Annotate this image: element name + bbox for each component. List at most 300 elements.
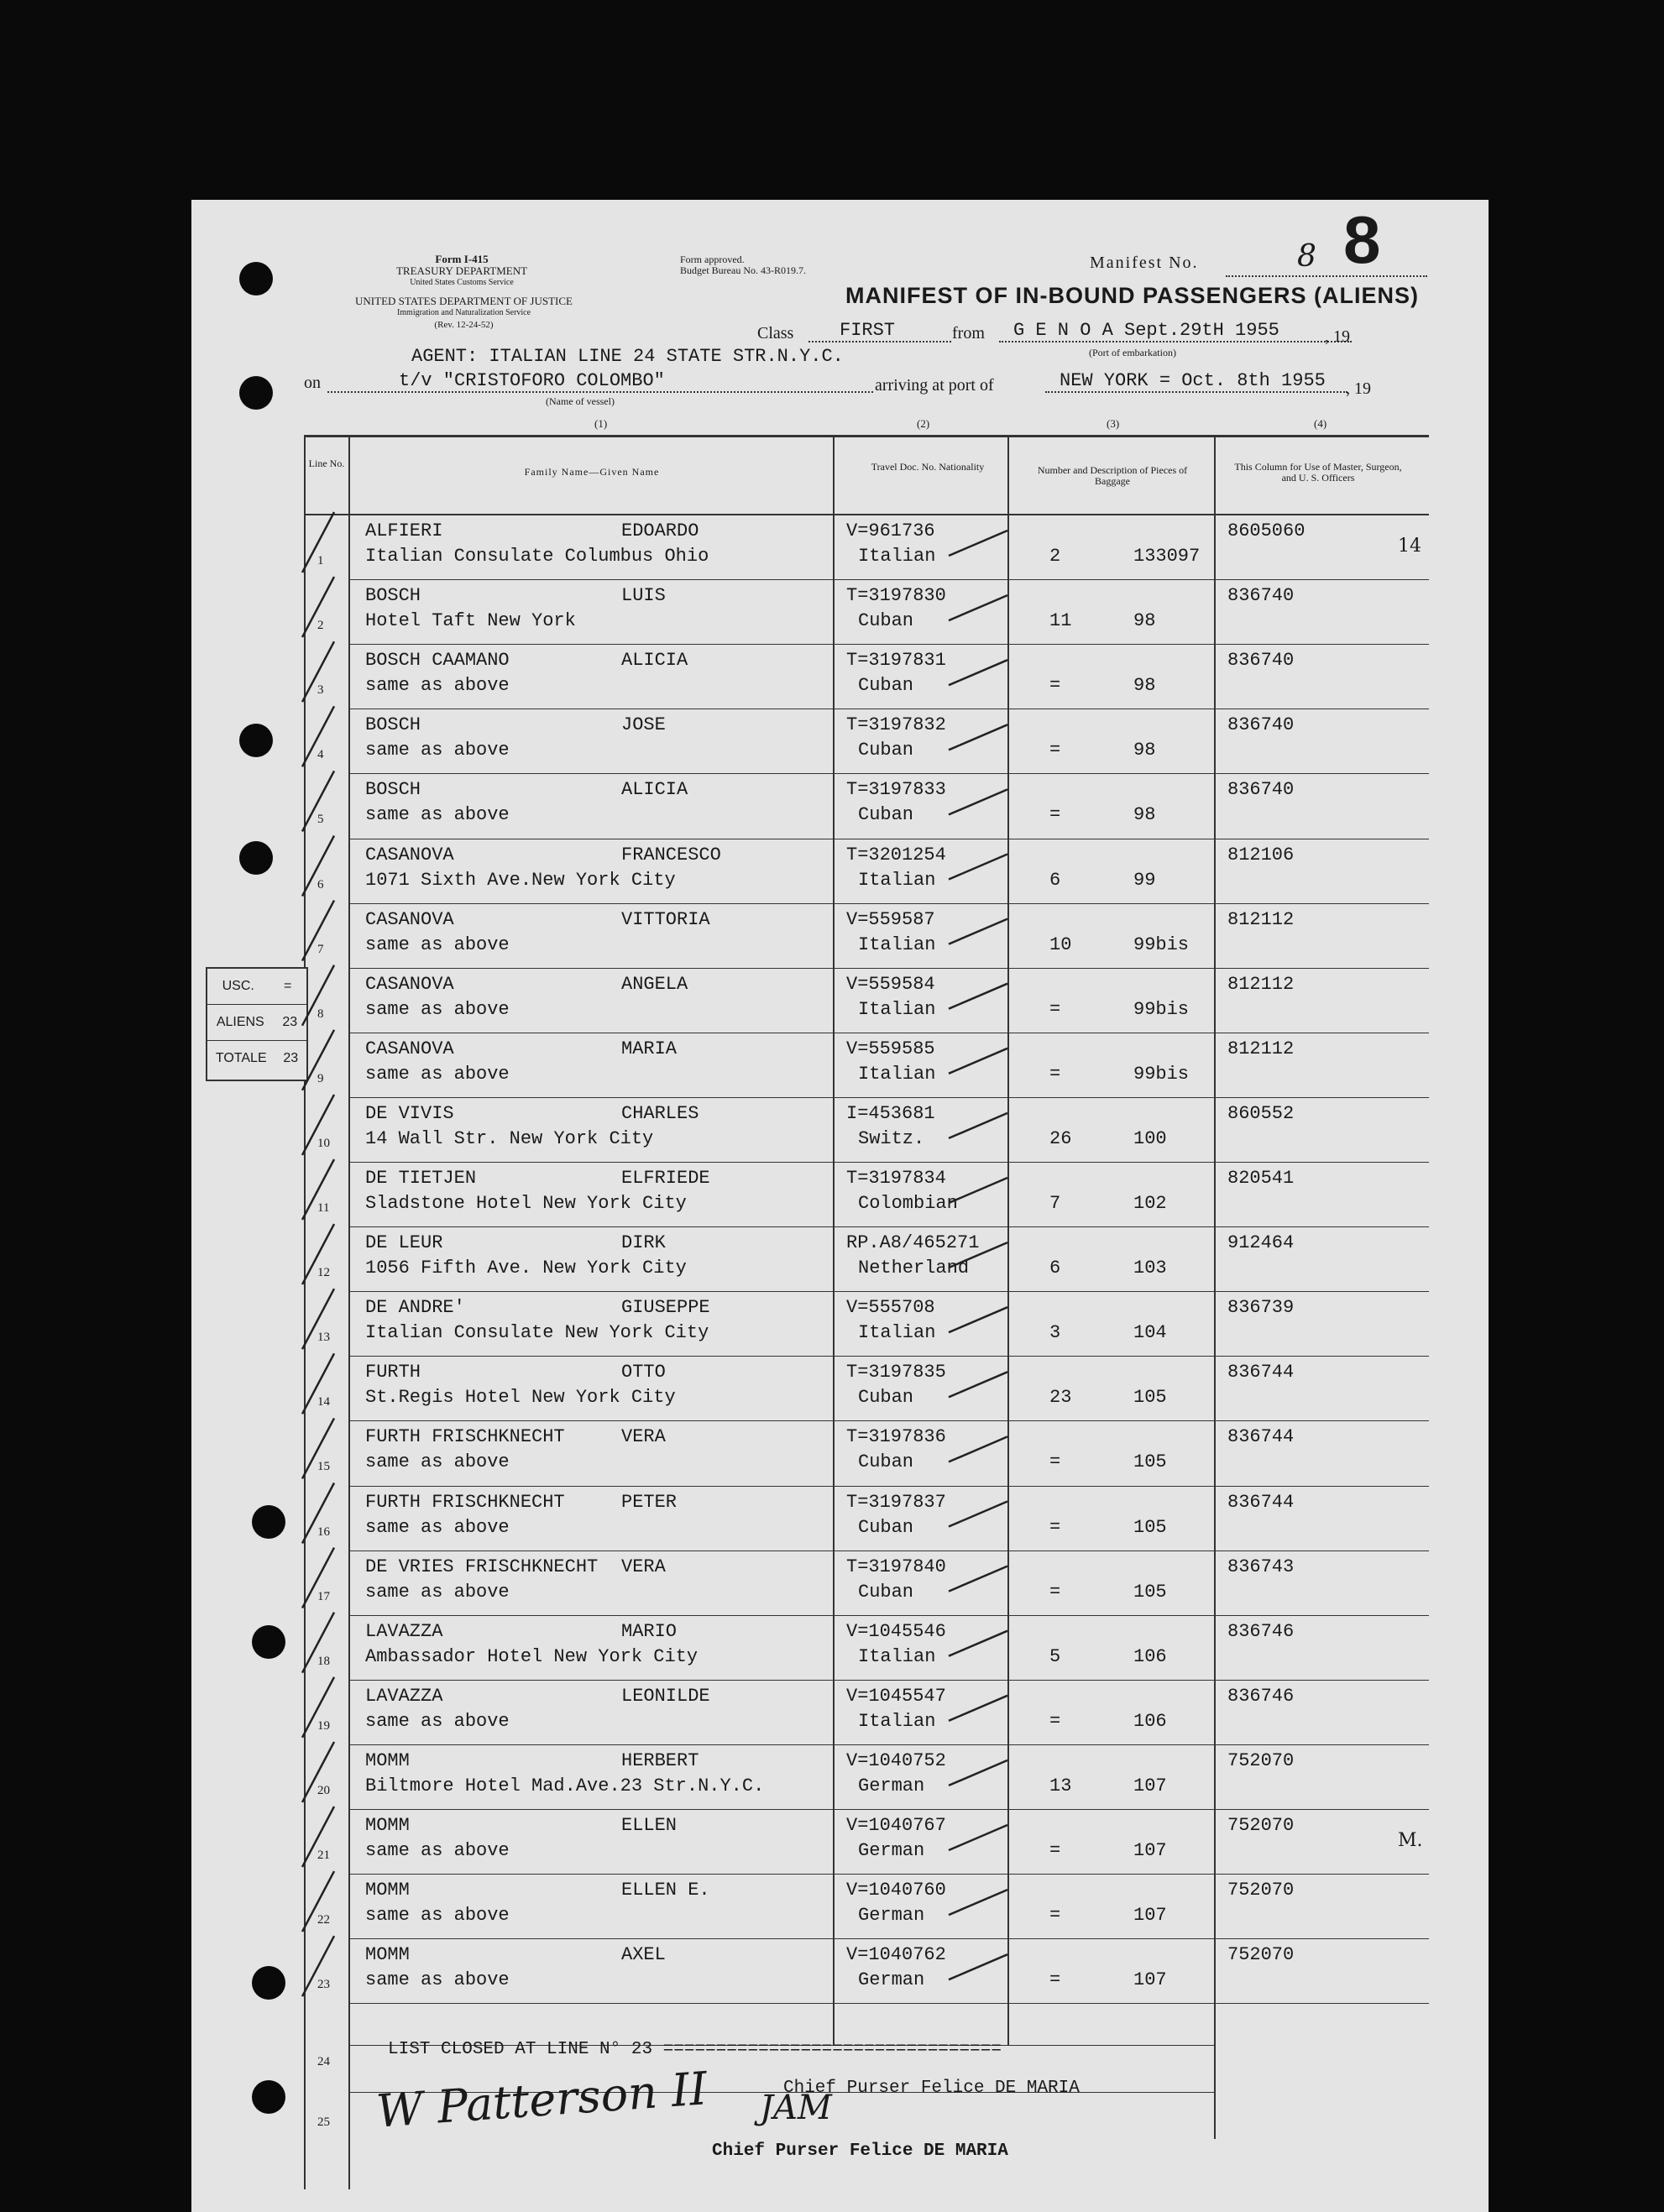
line-number: 9 bbox=[317, 1071, 324, 1085]
family-name: MOMM bbox=[365, 1880, 410, 1901]
given-name: GIUSEPPE bbox=[621, 1297, 710, 1319]
line-number: 19 bbox=[317, 1718, 330, 1733]
baggage-pieces: 6 bbox=[1049, 869, 1061, 891]
baggage-pieces: 3 bbox=[1049, 1322, 1061, 1344]
purser-signature: W Patterson II bbox=[374, 2062, 709, 2138]
given-name: ELFRIEDE bbox=[621, 1168, 710, 1189]
family-name: DE ANDRE' bbox=[365, 1297, 465, 1319]
officer-code: 912464 bbox=[1227, 1232, 1295, 1254]
nationality: Cuban bbox=[858, 675, 914, 697]
form-approved: Form approved. bbox=[680, 254, 745, 265]
doc-check-mark bbox=[949, 1436, 1007, 1462]
from-value: G E N O A Sept.29tH 1955 bbox=[1013, 320, 1279, 341]
address: 1071 Sixth Ave.New York City bbox=[365, 869, 676, 891]
line-check-mark bbox=[302, 1353, 334, 1414]
address: same as above bbox=[365, 1710, 510, 1732]
address: same as above bbox=[365, 1969, 510, 1991]
officer-code: 752070 bbox=[1227, 1880, 1295, 1901]
nationality: Netherland bbox=[858, 1258, 970, 1279]
officer-code: 752070 bbox=[1227, 1944, 1295, 1966]
travel-doc-no: T=3197830 bbox=[846, 585, 946, 607]
officer-code: 836746 bbox=[1227, 1620, 1295, 1642]
officer-code: 812112 bbox=[1227, 1038, 1295, 1059]
col-num-4: (4) bbox=[1314, 417, 1327, 430]
family-name: BOSCH bbox=[365, 714, 421, 736]
address: same as above bbox=[365, 1516, 510, 1538]
list-closed-line: LIST CLOSED AT LINE N° 23 ================================ bbox=[388, 2040, 1002, 2059]
line-check-mark bbox=[302, 1936, 334, 1996]
family-name: BOSCH bbox=[365, 585, 421, 607]
signature-initials: JAM bbox=[760, 2089, 832, 2127]
address: same as above bbox=[365, 1905, 510, 1927]
travel-doc-no: I=453681 bbox=[846, 1102, 935, 1124]
travel-doc-no: T=3197835 bbox=[846, 1362, 946, 1383]
class-value: FIRST bbox=[840, 320, 896, 341]
line-check-mark bbox=[302, 1030, 334, 1090]
nationality: Switz. bbox=[858, 1127, 925, 1149]
given-name: ELLEN bbox=[621, 1815, 678, 1836]
col-num-1: (1) bbox=[594, 417, 608, 430]
family-name: CASANOVA bbox=[365, 973, 454, 995]
officer-code: 836740 bbox=[1227, 650, 1295, 672]
given-name: LEONILDE bbox=[621, 1685, 710, 1707]
baggage-pieces: = bbox=[1049, 740, 1061, 761]
col-num-3: (3) bbox=[1107, 417, 1120, 430]
family-name: BOSCH CAAMANO bbox=[365, 650, 510, 672]
col-header-line-no: Line No. bbox=[308, 458, 345, 469]
officer-code: 836744 bbox=[1227, 1491, 1295, 1513]
baggage-number: 104 bbox=[1133, 1322, 1167, 1344]
totale-label: TOTALE bbox=[215, 1051, 267, 1065]
given-name: CHARLES bbox=[621, 1102, 699, 1124]
usc-label: USC. bbox=[222, 979, 254, 993]
given-name: VERA bbox=[621, 1556, 666, 1577]
baggage-pieces: 5 bbox=[1049, 1645, 1061, 1667]
col-header-travel-doc: Travel Doc. No. Nationality bbox=[871, 461, 985, 473]
doc-check-mark bbox=[949, 1566, 1007, 1592]
family-name: DE TIETJEN bbox=[365, 1168, 477, 1189]
line-check-mark bbox=[302, 1807, 334, 1867]
family-name: DE LEUR bbox=[365, 1232, 443, 1254]
line-number: 14 bbox=[317, 1395, 330, 1409]
line-check-mark bbox=[302, 1095, 334, 1155]
given-name: DIRK bbox=[621, 1232, 666, 1254]
annotation: 14 bbox=[1398, 536, 1421, 557]
family-name: MOMM bbox=[365, 1749, 410, 1771]
year-1: , 19 bbox=[1325, 327, 1350, 346]
doc-check-mark bbox=[949, 1113, 1007, 1138]
baggage-number: 105 bbox=[1133, 1387, 1167, 1409]
baggage-number: 105 bbox=[1133, 1516, 1167, 1538]
address: same as above bbox=[365, 1063, 510, 1085]
officer-code: 836740 bbox=[1227, 779, 1295, 801]
doc-check-mark bbox=[949, 919, 1007, 944]
given-name: ELLEN E. bbox=[621, 1880, 710, 1901]
baggage-number: 106 bbox=[1133, 1645, 1167, 1667]
travel-doc-no: V=1040762 bbox=[846, 1944, 946, 1966]
baggage-number: 107 bbox=[1133, 1840, 1167, 1861]
travel-doc-no: T=3201254 bbox=[846, 844, 946, 865]
officer-code: 836743 bbox=[1227, 1556, 1295, 1577]
baggage-number: 99 bbox=[1133, 869, 1156, 891]
baggage-number: 98 bbox=[1133, 610, 1156, 632]
baggage-number: 99bis bbox=[1133, 998, 1190, 1020]
line-number: 10 bbox=[317, 1136, 330, 1150]
doc-check-mark bbox=[949, 855, 1007, 880]
officer-code: 812112 bbox=[1227, 973, 1295, 995]
baggage-number: 99bis bbox=[1133, 1063, 1190, 1085]
col-header-baggage: Number and Description of Pieces of Baggage bbox=[1037, 464, 1188, 487]
nationality: Cuban bbox=[858, 610, 914, 632]
nationality: Cuban bbox=[858, 1581, 914, 1603]
purser-bottom: Chief Purser Felice DE MARIA bbox=[712, 2141, 1008, 2161]
line-check-mark bbox=[302, 1289, 334, 1349]
nationality: Italian bbox=[858, 546, 936, 567]
baggage-number: 106 bbox=[1133, 1710, 1167, 1732]
line-check-mark bbox=[302, 1677, 334, 1738]
doc-check-mark bbox=[949, 789, 1007, 814]
line-number: 11 bbox=[317, 1201, 330, 1215]
travel-doc-no: T=3197831 bbox=[846, 650, 946, 672]
doc-check-mark bbox=[949, 1825, 1007, 1850]
baggage-pieces: 11 bbox=[1049, 610, 1072, 632]
travel-doc-no: V=1045547 bbox=[846, 1685, 946, 1707]
doc-check-mark bbox=[949, 1696, 1007, 1721]
address: Sladstone Hotel New York City bbox=[365, 1193, 687, 1214]
col-header-family: Family Name—Given Name bbox=[524, 466, 660, 478]
arriving-label: arriving at port of bbox=[875, 376, 994, 395]
address: same as above bbox=[365, 1581, 510, 1603]
nationality: Italian bbox=[858, 1322, 936, 1344]
given-name: MARIA bbox=[621, 1038, 678, 1059]
baggage-pieces: = bbox=[1049, 1840, 1061, 1861]
baggage-number: 133097 bbox=[1133, 546, 1201, 567]
given-name: JOSE bbox=[621, 714, 666, 736]
line-number: 20 bbox=[317, 1783, 330, 1797]
travel-doc-no: V=1045546 bbox=[846, 1620, 946, 1642]
nationality: German bbox=[858, 1840, 925, 1861]
line-check-mark bbox=[302, 1871, 334, 1932]
doc-check-mark bbox=[949, 1760, 1007, 1786]
travel-doc-no: V=559587 bbox=[846, 908, 935, 930]
baggage-pieces: 10 bbox=[1049, 933, 1072, 955]
officer-code: 8605060 bbox=[1227, 520, 1306, 541]
officer-code: 836744 bbox=[1227, 1426, 1295, 1448]
baggage-pieces: 2 bbox=[1049, 546, 1061, 567]
line-check-mark bbox=[302, 1159, 334, 1220]
officer-code: 836746 bbox=[1227, 1685, 1295, 1707]
baggage-number: 100 bbox=[1133, 1127, 1167, 1149]
from-label: from bbox=[952, 324, 985, 343]
aliens-value: 23 bbox=[282, 1015, 298, 1029]
baggage-pieces: 7 bbox=[1049, 1193, 1061, 1214]
line-number: 21 bbox=[317, 1849, 330, 1862]
officer-code: 836739 bbox=[1227, 1297, 1295, 1319]
baggage-number: 98 bbox=[1133, 675, 1156, 697]
doc-check-mark bbox=[949, 1954, 1007, 1979]
baggage-pieces: = bbox=[1049, 1581, 1061, 1603]
baggage-pieces: = bbox=[1049, 1969, 1061, 1991]
treasury-dept: TREASURY DEPARTMENT bbox=[395, 264, 528, 277]
vessel-caption: (Name of vessel) bbox=[546, 395, 615, 407]
travel-doc-no: T=3197833 bbox=[846, 779, 946, 801]
address: Biltmore Hotel Mad.Ave.23 Str.N.Y.C. bbox=[365, 1775, 765, 1796]
agent-line: AGENT: ITALIAN LINE 24 STATE STR.N.Y.C. bbox=[411, 346, 844, 367]
travel-doc-no: V=559585 bbox=[846, 1038, 935, 1059]
manifest-title: MANIFEST OF IN-BOUND PASSENGERS (ALIENS) bbox=[845, 283, 1420, 308]
given-name: LUIS bbox=[621, 585, 666, 607]
class-label: Class bbox=[757, 324, 794, 343]
annotation: M. bbox=[1398, 1830, 1423, 1851]
address: same as above bbox=[365, 998, 510, 1020]
address: Hotel Taft New York bbox=[365, 610, 576, 632]
doc-check-mark bbox=[949, 984, 1007, 1009]
doc-check-mark bbox=[949, 531, 1007, 556]
baggage-pieces: = bbox=[1049, 675, 1061, 697]
baggage-pieces: = bbox=[1049, 1710, 1061, 1732]
arriving-value: NEW YORK = Oct. 8th 1955 bbox=[1060, 370, 1326, 391]
officer-code: 836740 bbox=[1227, 585, 1295, 607]
doc-check-mark bbox=[949, 1502, 1007, 1527]
doc-check-mark bbox=[949, 1631, 1007, 1656]
nationality: Cuban bbox=[858, 804, 914, 826]
baggage-pieces: = bbox=[1049, 1451, 1061, 1473]
manifest-no-large: 8 bbox=[1343, 202, 1381, 277]
baggage-pieces: = bbox=[1049, 998, 1061, 1020]
port-embark-caption: (Port of embarkation) bbox=[1089, 347, 1176, 358]
nationality: Italian bbox=[858, 1645, 936, 1667]
travel-doc-no: T=3197840 bbox=[846, 1556, 946, 1577]
given-name: VITTORIA bbox=[621, 908, 710, 930]
travel-doc-no: RP.A8/465271 bbox=[846, 1232, 980, 1254]
officer-code: 752070 bbox=[1227, 1749, 1295, 1771]
nationality: German bbox=[858, 1905, 925, 1927]
given-name: ANGELA bbox=[621, 973, 688, 995]
line-check-mark bbox=[302, 901, 334, 961]
nationality: Italian bbox=[858, 933, 936, 955]
address: same as above bbox=[365, 933, 510, 955]
address: Italian Consulate New York City bbox=[365, 1322, 709, 1344]
vessel-name: t/v "CRISTOFORO COLOMBO" bbox=[399, 370, 665, 391]
travel-doc-no: V=1040752 bbox=[846, 1749, 946, 1771]
manifest-no-label: Manifest No. bbox=[1090, 254, 1199, 272]
family-name: CASANOVA bbox=[365, 844, 454, 865]
line-number: 3 bbox=[317, 683, 324, 698]
line-number: 23 bbox=[317, 1978, 330, 1992]
purser-typed: Chief Purser Felice DE MARIA bbox=[783, 2079, 1080, 2098]
doc-check-mark bbox=[949, 595, 1007, 620]
baggage-pieces: 26 bbox=[1049, 1127, 1072, 1149]
manifest-no-handwritten: 8 bbox=[1297, 239, 1316, 274]
officer-code: 820541 bbox=[1227, 1168, 1295, 1189]
family-name: CASANOVA bbox=[365, 1038, 454, 1059]
given-name: FRANCESCO bbox=[621, 844, 721, 865]
address: same as above bbox=[365, 1451, 510, 1473]
address: same as above bbox=[365, 740, 510, 761]
address: same as above bbox=[365, 675, 510, 697]
line-check-mark bbox=[302, 1548, 334, 1608]
given-name: AXEL bbox=[621, 1944, 666, 1966]
given-name: HERBERT bbox=[621, 1749, 699, 1771]
officer-code: 752070 bbox=[1227, 1815, 1295, 1836]
address: Italian Consulate Columbus Ohio bbox=[365, 546, 709, 567]
family-name: LAVAZZA bbox=[365, 1620, 443, 1642]
aliens-label: ALIENS bbox=[216, 1015, 264, 1029]
address: same as above bbox=[365, 804, 510, 826]
travel-doc-no: T=3197837 bbox=[846, 1491, 946, 1513]
given-name: MARIO bbox=[621, 1620, 678, 1642]
family-name: FURTH FRISCHKNECHT bbox=[365, 1491, 565, 1513]
nationality: German bbox=[858, 1969, 925, 1991]
family-name: FURTH FRISCHKNECHT bbox=[365, 1426, 565, 1448]
doc-check-mark bbox=[949, 724, 1007, 750]
line-check-mark bbox=[302, 1613, 334, 1673]
on-label: on bbox=[304, 374, 321, 392]
baggage-number: 103 bbox=[1133, 1258, 1167, 1279]
travel-doc-no: T=3197834 bbox=[846, 1168, 946, 1189]
baggage-number: 105 bbox=[1133, 1581, 1167, 1603]
justice-dept: UNITED STATES DEPARTMENT OF JUSTICE bbox=[355, 295, 573, 307]
doc-check-mark bbox=[949, 1890, 1007, 1915]
doc-check-mark bbox=[949, 1307, 1007, 1332]
nationality: Italian bbox=[858, 1710, 936, 1732]
nationality: Italian bbox=[858, 869, 936, 891]
travel-doc-no: T=3197832 bbox=[846, 714, 946, 736]
baggage-pieces: = bbox=[1049, 1063, 1061, 1085]
line-number-25: 25 bbox=[317, 2115, 330, 2129]
col-num-2: (2) bbox=[917, 417, 930, 430]
doc-check-mark bbox=[949, 1242, 1007, 1268]
baggage-number: 105 bbox=[1133, 1451, 1167, 1473]
line-number: 13 bbox=[317, 1331, 330, 1345]
line-check-mark bbox=[302, 706, 334, 766]
line-check-mark bbox=[302, 965, 334, 1026]
baggage-number: 107 bbox=[1133, 1969, 1167, 1991]
travel-doc-no: T=3197836 bbox=[846, 1426, 946, 1448]
address: Ambassador Hotel New York City bbox=[365, 1645, 699, 1667]
nationality: Cuban bbox=[858, 1451, 914, 1473]
given-name: ALICIA bbox=[621, 779, 688, 801]
line-check-mark bbox=[302, 577, 334, 637]
nationality: Italian bbox=[858, 998, 936, 1020]
address: same as above bbox=[365, 1840, 510, 1861]
given-name: EDOARDO bbox=[621, 520, 699, 541]
travel-doc-no: V=555708 bbox=[846, 1297, 935, 1319]
baggage-number: 107 bbox=[1133, 1775, 1167, 1796]
line-check-mark bbox=[302, 641, 334, 702]
baggage-number: 98 bbox=[1133, 740, 1156, 761]
line-check-mark bbox=[302, 836, 334, 897]
doc-check-mark bbox=[949, 1178, 1007, 1203]
year-2: , 19 bbox=[1346, 379, 1371, 398]
given-name: ALICIA bbox=[621, 650, 688, 672]
doc-check-mark bbox=[949, 1048, 1007, 1074]
baggage-pieces: 13 bbox=[1049, 1775, 1072, 1796]
baggage-pieces: = bbox=[1049, 804, 1061, 826]
customs-service: United States Customs Service bbox=[410, 278, 514, 287]
usc-value: = bbox=[284, 979, 292, 993]
line-number: 18 bbox=[317, 1654, 330, 1668]
officer-code: 836744 bbox=[1227, 1362, 1295, 1383]
family-name: DE VRIES FRISCHKNECHT bbox=[365, 1556, 599, 1577]
line-number: 1 bbox=[317, 554, 324, 567]
address: St.Regis Hotel New York City bbox=[365, 1387, 676, 1409]
line-number: 8 bbox=[317, 1007, 324, 1021]
nationality: Cuban bbox=[858, 740, 914, 761]
line-check-mark bbox=[302, 1418, 334, 1478]
address: 14 Wall Str. New York City bbox=[365, 1127, 654, 1149]
nationality: Italian bbox=[858, 1063, 936, 1085]
nationality: Colombian bbox=[858, 1193, 958, 1214]
line-check-mark bbox=[302, 512, 334, 573]
family-name: BOSCH bbox=[365, 779, 421, 801]
nationality: Cuban bbox=[858, 1387, 914, 1409]
line-number: 22 bbox=[317, 1913, 330, 1927]
line-number: 16 bbox=[317, 1524, 330, 1539]
line-number: 6 bbox=[317, 877, 324, 892]
line-number: 2 bbox=[317, 619, 324, 633]
line-number: 7 bbox=[317, 942, 324, 956]
line-number: 12 bbox=[317, 1266, 330, 1280]
form-number: Form I-415 bbox=[435, 253, 489, 265]
travel-doc-no: V=559584 bbox=[846, 973, 935, 995]
officer-code: 836740 bbox=[1227, 714, 1295, 736]
officer-code: 812106 bbox=[1227, 844, 1295, 865]
baggage-number: 102 bbox=[1133, 1193, 1167, 1214]
baggage-number: 99bis bbox=[1133, 933, 1190, 955]
family-name: LAVAZZA bbox=[365, 1685, 443, 1707]
travel-doc-no: V=1040767 bbox=[846, 1815, 946, 1836]
line-check-mark bbox=[302, 1224, 334, 1284]
baggage-pieces: = bbox=[1049, 1516, 1061, 1538]
given-name: VERA bbox=[621, 1426, 666, 1448]
line-check-mark bbox=[302, 1742, 334, 1802]
given-name: PETER bbox=[621, 1491, 678, 1513]
address: 1056 Fifth Ave. New York City bbox=[365, 1258, 687, 1279]
line-number: 4 bbox=[317, 748, 324, 762]
doc-check-mark bbox=[949, 660, 1007, 685]
officer-code: 860552 bbox=[1227, 1102, 1295, 1124]
baggage-pieces: 6 bbox=[1049, 1258, 1061, 1279]
nationality: German bbox=[858, 1775, 925, 1796]
travel-doc-no: V=961736 bbox=[846, 520, 935, 541]
family-name: MOMM bbox=[365, 1944, 410, 1966]
nationality: Cuban bbox=[858, 1516, 914, 1538]
doc-check-mark bbox=[949, 1372, 1007, 1397]
col-header-officers: This Column for Use of Master, Surgeon, and U. S. Officers bbox=[1234, 461, 1402, 484]
family-name: DE VIVIS bbox=[365, 1102, 454, 1124]
line-number-24: 24 bbox=[317, 2055, 330, 2068]
baggage-number: 98 bbox=[1133, 804, 1156, 826]
line-number: 17 bbox=[317, 1589, 330, 1603]
baggage-pieces: = bbox=[1049, 1905, 1061, 1927]
budget-bureau: Budget Bureau No. 43-R019.7. bbox=[680, 264, 806, 276]
totale-value: 23 bbox=[283, 1051, 299, 1065]
baggage-number: 107 bbox=[1133, 1905, 1167, 1927]
given-name: OTTO bbox=[621, 1362, 666, 1383]
immigration-service: Immigration and Naturalization Service bbox=[396, 308, 531, 317]
family-name: FURTH bbox=[365, 1362, 421, 1383]
family-name: MOMM bbox=[365, 1815, 410, 1836]
baggage-pieces: 23 bbox=[1049, 1387, 1072, 1409]
revision: (Rev. 12-24-52) bbox=[434, 320, 494, 330]
officer-code: 812112 bbox=[1227, 908, 1295, 930]
line-number: 5 bbox=[317, 813, 324, 827]
family-name: ALFIERI bbox=[365, 520, 443, 541]
line-check-mark bbox=[302, 771, 334, 831]
line-number: 15 bbox=[317, 1460, 330, 1474]
travel-doc-no: V=1040760 bbox=[846, 1880, 946, 1901]
